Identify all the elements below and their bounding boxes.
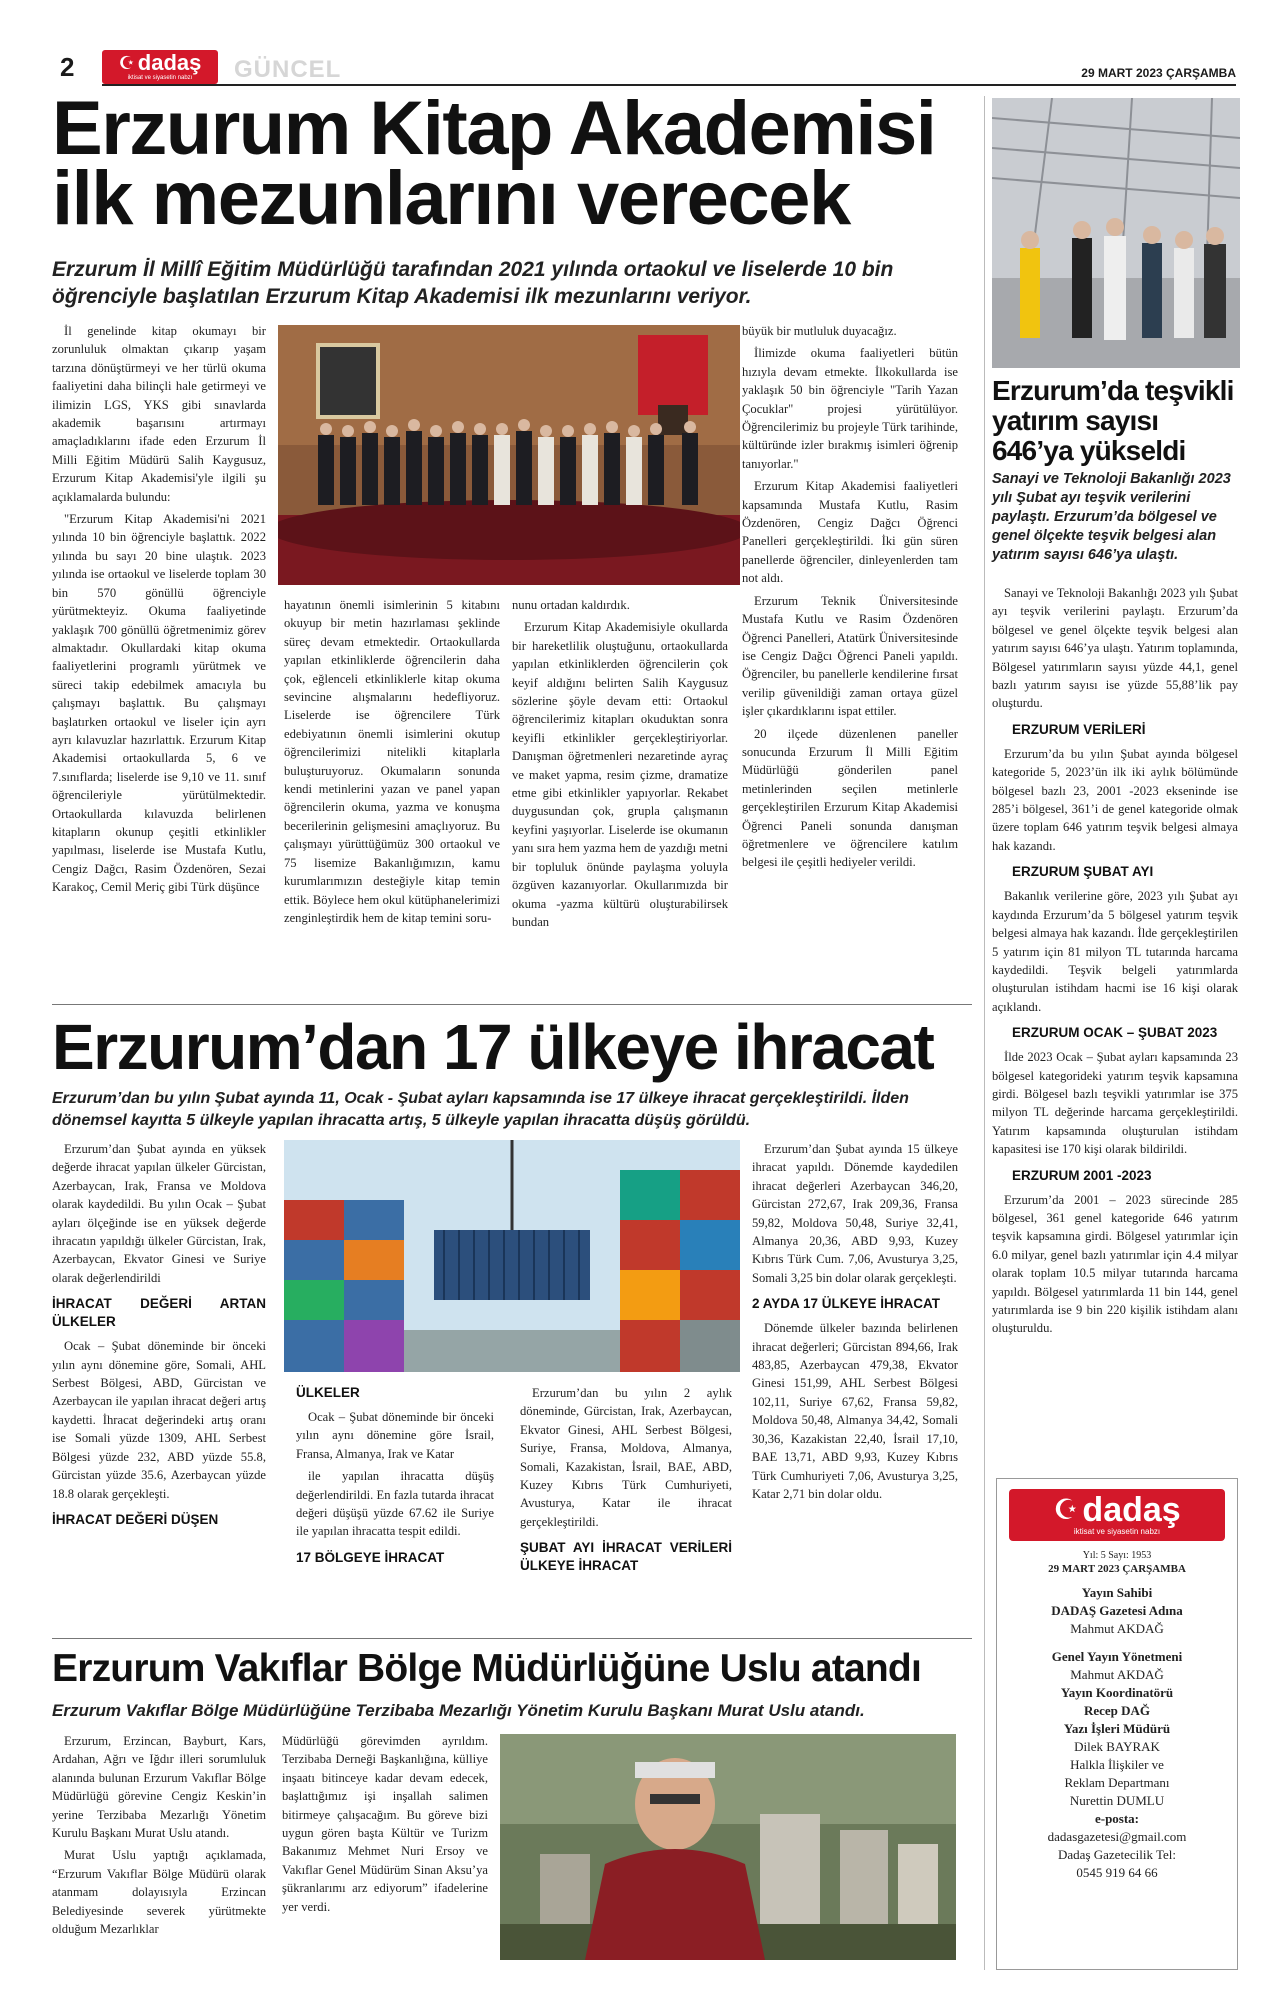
masthead-email[interactable]: dadasgazetesi@gmail.com: [1047, 1829, 1187, 1844]
article3-col1: Erzurum, Erzincan, Bayburt, Kars, Ardahan, Ağrı ve Iğdır illeri sorumluluk alanında bulunan Erzurum Vakıflar Bölge Müdürlüğü görevine Cengiz Keskin’in yerine Terzibaba Mezarlığı Yönetim Kurulu Başkanı Murat Uslu atandı. Murat Uslu yaptığı açıklamada, “Erzurum Vakıflar Bölge Müdürü olarak atanmam dolayısıyla Erzincan Belediyesinde severek yürütmekte olduğum Mezarlıklar: [52, 1734, 266, 1937]
masthead-coord-title: Yayın Koordinatörü: [1060, 1685, 1174, 1700]
section-label: GÜNCEL: [234, 56, 342, 83]
article2-col3: Erzurum’dan bu yılın 2 aylık döneminde, Gürcistan, Irak, Azerbaycan, Ekvator Ginesi, AHL Serbest Bölgesi, Suriye, Fransa, Moldova, Almanya, Somali, Kazakistan, İsrail, BAE, ABD, Kuzey Kıbrıs Türk Cumhuriyeti, Avusturya, Katar ile ihracat gerçekleştirildi. ŞUBAT AYI İHRACAT VERİLERİ ÜLKEYE İHRACAT: [520, 1386, 732, 1574]
masthead-owner-title: Yayın Sahibi: [1081, 1585, 1153, 1600]
masthead-owner-name: Mahmut AKDAĞ: [1070, 1621, 1164, 1636]
header-date: 29 MART 2023 ÇARŞAMBA: [1081, 66, 1236, 80]
crescent-star-icon: ☪: [1053, 1495, 1079, 1526]
masthead-logo: ☪ dadaş iktisat ve siyasetin nabzı: [1009, 1489, 1225, 1541]
article1-headline: Erzurum Kitap Akademisi ilk mezunlarını verecek: [52, 86, 936, 241]
masthead-tel-title: Dadaş Gazetecilik Tel:: [1058, 1847, 1176, 1862]
article1-col1: İl genelinde kitap okumayı bir zorunluluk olmaktan çıkarıp yaşam tarzına dönüştürmeyi ve her türlü okuma faaliyetini daha bilinçli hale getirmeyi ve ilimizin LGS, YKS gibi sınavlarda akademik başarısını artırmayı amaçladıklarını ifade eden Erzurum İl Milli Eğitim Müdürü Salih Kaygusuz, Erzurum Kitap Akademisi'yle ilgili şu açıklamalarda bulundu: "Erzurum Kitap Akademisi'ni 2021 yılında 10 bin öğrenciyle başlattık. 2022 yılında bu sayı 20 bine ulaştık. 2023 yılında ise ortaokul ve liselerde toplam 30 bin 570 gönüllü öğrenciyle yürütmekteyiz. Okuma faaliyetinde yaklaşık 700 gönüllü öğretmenimiz görev almaktadır. Okullardaki kitap okuma faaliyetlerini programlı yürütmek ve süreci takip edebilmek amacıyla bu çalışmayı başlattık. Bu çalışmayı başlatırken ortaokul ve liseler için ayrı ayrı kılavuzlar hazırlattık. Erzurum Kitap Akademisi ortaokullarda 5, 6 ve 7.sınıflarda; liselerde ise 9,10 ve 11. sınıf öğrencileriyle yürütülmektedir. Ortaokullarda kılavuzda belirlenen kitapların okunup çeşitli etkinlikler yapılması, liselerde ise Mustafa Kutlu, Cengiz Dağcı, Rasim Özdenören, Sezai Karakoç, Cemil Meriç gibi Türk düşünce: [52, 324, 266, 895]
masthead-tel[interactable]: 0545 919 64 66: [1076, 1865, 1158, 1880]
article2-bottom-rule: [52, 1638, 972, 1639]
sidebar-body: Sanayi ve Teknoloji Bakanlığı 2023 yılı Şubat ayı teşvik verilerini paylaştı. Erzurum’da bölgesel ve genel ölçekte teşvik belgesi alan yatırım sayısı 646’ya ulaştı. Yatırım toplamında, Bölgesel yatırımların sayısı yüzde 44,1, genel bazlı yatırım sayısı ise yüzde 55,88’lik pay oluşturdu. ERZURUM VERİLERİ Erzurum’da bu yılın Şubat ayında bölgesel kategoride 5, 2023’ün ilk iki aylık bölümünde bölgesel bazlı 23, 2001 -2023 ekseninde ise 285’i bölgesel, 361’i de genel kategoride olmak üzere toplam 646 yatırım teşvik belgesi almaya hak kazandı. ERZURUM ŞUBAT AYI Bakanlık verilerine göre, 2023 yılı Şubat ayı kaydında Erzurum’da 5 bölgesel yatırım teşvik belgesi almaya hak kazandı. İlde gerçekleştirilen 5 yatırım için 81 milyon TL tutarında harcama kaydedildi. Teşvik belgeli yatırımlarda oluşturulan istihdam hacmi ise 16 kişi olarak açıklandı. ERZURUM OCAK – ŞUBAT 2023 İlde 2023 Ocak – Şubat ayları kapsamında 23 bölgesel kategorideki yatırım teşvik kapsamına girdi. Bölgesel bazlı teşvikli yatırımlar ise 375 milyon TL değerinde harcama gerçekleştirildi. Yatırım kapsamında oluşturulan istihdam kapasitesi ise 170 kişi olarak bildirildi. ERZURUM 2001 -2023 Erzurum’da 2001 – 2023 sürecinde 285 bölgesel, 361 genel kategoride 646 yatırım teşvik kapsamına girdi. Bölgesel yatırımlar için 6.0 milyar, genel bazlı yatırımlar için 4.4 milyar olarak toplam 10.5 milyar tutarında harcama yapıldı. Bölgesel yatırımlarda 11 bin 144, genel yatırımlarda ise 9 bin 220 kişilik istihdam alanı oluşturuldu.: [992, 586, 1238, 1336]
masthead-box: [996, 1478, 1238, 1970]
article3-photo: [500, 1734, 956, 1960]
masthead-editor-title: Yazı İşleri Müdürü: [1063, 1721, 1171, 1736]
article1-bottom-rule: [52, 1004, 972, 1005]
article2-headline: Erzurum’dan 17 ülkeye ihracat: [52, 1011, 934, 1083]
article2-col4: Erzurum’dan Şubat ayında 15 ülkeye ihracat yapıldı. Dönemde kaydedilen ihracat değerleri Azerbaycan 346,20, Gürcistan 272,67, Irak 209,36, Fransa 59,82, Moldova 50,48, Suriye 32,41, Almanya 20,36, ABD 9,93, Kuzey Kıbrıs Türk Cum. 7,06, Avusturya 3,25, Somali 3,25 bin dolar olarak gerçekleşti. 2 AYDA 17 ÜLKEYE İHRACAT Dönemde ülkeler bazında belirlenen ihracat değerleri; Gürcistan 894,66, Irak 483,85, Azerbaycan 479,38, Ekvator Ginesi 151,99, AHL Serbest Bölgesi 102,11, Suriye 67,62, Fransa 59,82, Moldova 50,48, Almanya 34,42, Somali 30,36, Kazakistan 22,40, İsrail 17,10, BAE 13,71, ABD 9,93, Kuzey Kıbrıs Türk Cumhuriyeti 7,06, Avusturya 3,25, Katar 2,71 bin dolar oldu.: [752, 1142, 958, 1501]
masthead-pr-title-1: Halkla İlişkiler ve: [1070, 1757, 1164, 1772]
article3-col2: Müdürlüğü görevimden ayrıldım. Terzibaba Derneği Başkanlığına, külliye inşaatı bitinceye kadar devam edecek, başlattığımız işi inşallah salimen bitirmeye çalışacağım. Bu göreve bizi uygun gören başta Kültür ve Turizm Bakanımız Mehmet Nuri Ersoy ve Vakıflar Genel Müdürüm Sinan Aksu’ya şükranlarımı arz ediyorum” ifadelerine yer verdi.: [282, 1734, 488, 1914]
masthead-issue: Yıl: 5 Sayı: 1953: [1082, 1550, 1152, 1561]
masthead-owner-org: DADAŞ Gazetesi Adına: [1051, 1603, 1183, 1618]
article1-col4: büyük bir mutluluk duyacağız. İlimizde okuma faaliyetleri bütün hızıyla devam etmekte. İlkokullarda ise yaklaşık 50 bin öğrenciyle "Tarih Yazan Çocuklar" projesi yürütülüyor. Öğrencilerimiz bu projeyle Türk tarihinde, kültüründe izler bırakmış isimleri öğrenip tanıyorlar." Erzurum Kitap Akademisi faaliyetleri kapsamında Mustafa Kutlu, Rasim Özdenören, Cengiz Dağcı Öğrenci Panelleri gerçekleştirildi. İki gün süren panellerde öğrenciler, dinleyenlerden tam not aldı. Erzurum Teknik Üniversitesinde Mustafa Kutlu ve Rasim Özdenören Öğrenci Panelleri, Atatürk Üniversitesinde ise Cengiz Dağcı Öğrenci Paneli yapıldı. Öğrenciler, bu panellerle kendilerine fırsat verilip güvenildiği zaman ortaya güzel işler çıkardıklarını ispat ettiler. 20 ilçede düzenlenen paneller sonucunda Erzurum İl Milli Eğitim Müdürlüğü gönderilen panel metinlerinden seçilen metinlerle gerçekleştirilen Erzurum Kitap Akademisi Öğrenci Paneli sonunda danışman öğretmenlere ve öğrencilere katılım belgesi ile çeşitli hediyeler verildi.: [742, 324, 958, 870]
article1-col3: nunu ortadan kaldırdık. Erzurum Kitap Akademisiyle okullarda bir hareketlilik oluştuğunu, ortaokullarda yapılan etkinliklerden öğrencilerin çok keyif aldığını belirten Salih Kaygusuz sözlerine şöyle devam etti: Ortaokul öğrencilerimiz kitapları okuduktan sonra keyifli etkinlikler gerçekleştiriyorlar. Danışman öğretmenleri nezaretinde ayraç ve maket yapma, resim çizme, dramatize etme gibi etkinlikler yapıyorlar. Rekabet duygusundan çok, grupla çalışmanın keyfini yaşıyorlar. Liselerde ise okumanın yanı sıra hem yazma hem de yazdığı metni bir topluluk önünde paylaşma yoluyla özgüven kazanıyorlar. Okullarımızda bir okuma -yazma kültürü oluşturabilirsek bundan: [512, 598, 728, 929]
article2-deck: Erzurum’dan bu yılın Şubat ayında 11, Ocak - Şubat ayları kapsamında ise 17 ülkeye ihracat gerçekleştirildi. İlden dönemsel kayıtta 5 ülkeyle yapılan ihracatta artış, 5 ülkeyle yapılan ihracatta düşüş görüldü.: [52, 1090, 909, 1129]
masthead-gm-name: Mahmut AKDAĞ: [1070, 1667, 1164, 1682]
masthead-gm-title: Genel Yayın Yönetmeni: [1051, 1649, 1183, 1664]
page-number: 2: [60, 52, 75, 82]
masthead-pr-title-2: Reklam Departmanı: [1064, 1775, 1170, 1790]
article1-deck: Erzurum İl Millî Eğitim Müdürlüğü tarafından 2021 yılında ortaokul ve liselerde 10 bin öğrenciyle başlatılan Erzurum Kitap Akademisi ilk mezunlarını veriyor.: [52, 258, 894, 308]
header-logo: ☪ dadaş iktisat ve siyasetin nabzı: [102, 50, 218, 84]
sidebar-deck: Sanayi ve Teknoloji Bakanlığı 2023 yılı Şubat ayı teşvik verilerini paylaştı. Erzurum’da bölgesel ve genel ölçekte teşvik belgesi alan yatırım sayısı 646’ya ulaştı.: [992, 471, 1231, 563]
article3-headline: Erzurum Vakıflar Bölge Müdürlüğüne Uslu atandı: [52, 1647, 921, 1690]
article1-col2: hayatının önemli isimlerinin 5 kitabını okuyup bir metin hazırlaması şeklinde süreç devam etmektedir. Ortaokullarda yapılan etkinliklerde öğrencilerin daha çok, eğlenceli etkinliklerle kitap okuma sevincine alışmalarını hedefliyoruz. Liselerde ise öğrencilere Türk edebiyatının önemli isimlerini okutup öğrencilerimizi nitelikli kitaplarla buluşturuyoruz. Okumaların sonunda kendi metinlerini yazan ve panel yapan öğrencilerin okuma, yazma ve konuşma becerilerinin gelişmesini amaçlıyoruz. Bu çalışmayı yürüttüğümüz 300 ortaokul ve 75 lisemize Bakanlığımızın, kamu kurumlarımızın desteğiyle kitap temin ettik. Böylece hem okul kütüphanelerimizi zenginleştirdik hem de kitap temini soru-: [284, 598, 500, 925]
article2-col1: Erzurum’dan Şubat ayında en yüksek değerde ihracat yapılan ülkeler Gürcistan, Azerbaycan, Irak, Fransa ve Moldova olarak kaydedildi. Bu yılın Ocak – Şubat ayları ölçeğinde ise en yüksek değerde ihracatın yapıldığı ülkeler Gürcistan, Irak, Azerbaycan, Ekvator Ginesi ve Suriye olarak değerlendirildi İHRACAT DEĞERİ ARTAN ÜLKELER Ocak – Şubat döneminde bir önceki yılın aynı dönemine göre, Somali, AHL Serbest Bölgesi, ABD, Gürcistan ve Azerbaycan ile yapılan ihracat değeri artış kaydetti. İhracat değerindeki artış oranı ise Somali yüzde 1309, AHL Serbest Bölgesi yüzde 232, ABD yüzde 55.8, Gürcistan yüzde 35.6, Azerbaycan yüzde 18.8 olarak gerçekleşti. İHRACAT DEĞERİ DÜŞEN: [52, 1142, 266, 1527]
sidebar-photo: [992, 98, 1240, 368]
article3-deck: Erzurum Vakıflar Bölge Müdürlüğüne Terzibaba Mezarlığı Yönetim Kurulu Başkanı Murat Uslu atandı.: [52, 1701, 865, 1720]
sidebar-divider: [984, 96, 985, 1970]
sidebar-headline: Erzurum’da teşvikli yatırım sayısı 646’ya yükseldi: [992, 375, 1234, 466]
masthead-editor-name: Dilek BAYRAK: [1074, 1739, 1160, 1754]
masthead-coord-name: Recep DAĞ: [1083, 1703, 1151, 1718]
masthead-pr-name: Nurettin DUMLU: [1069, 1793, 1165, 1808]
article2-photo: [284, 1140, 740, 1372]
article2-col2: ÜLKELER Ocak – Şubat döneminde bir önceki yılın aynı dönemine göre İsrail, Fransa, Almanya, Irak ve Katar ile yapılan ihracatta düşüş değerlendirildi. En fazla tutarda ihracat değeri düşüşü yüzde 67.62 ile Suriye ile yapılan ihracatta tespit edildi. 17 BÖLGEYE İHRACAT: [296, 1385, 494, 1565]
masthead-email-title: e-posta:: [1094, 1811, 1140, 1826]
masthead-date: 29 MART 2023 ÇARŞAMBA: [1048, 1563, 1186, 1575]
crescent-star-icon: ☪: [118, 52, 135, 73]
article1-photo: [278, 325, 740, 585]
